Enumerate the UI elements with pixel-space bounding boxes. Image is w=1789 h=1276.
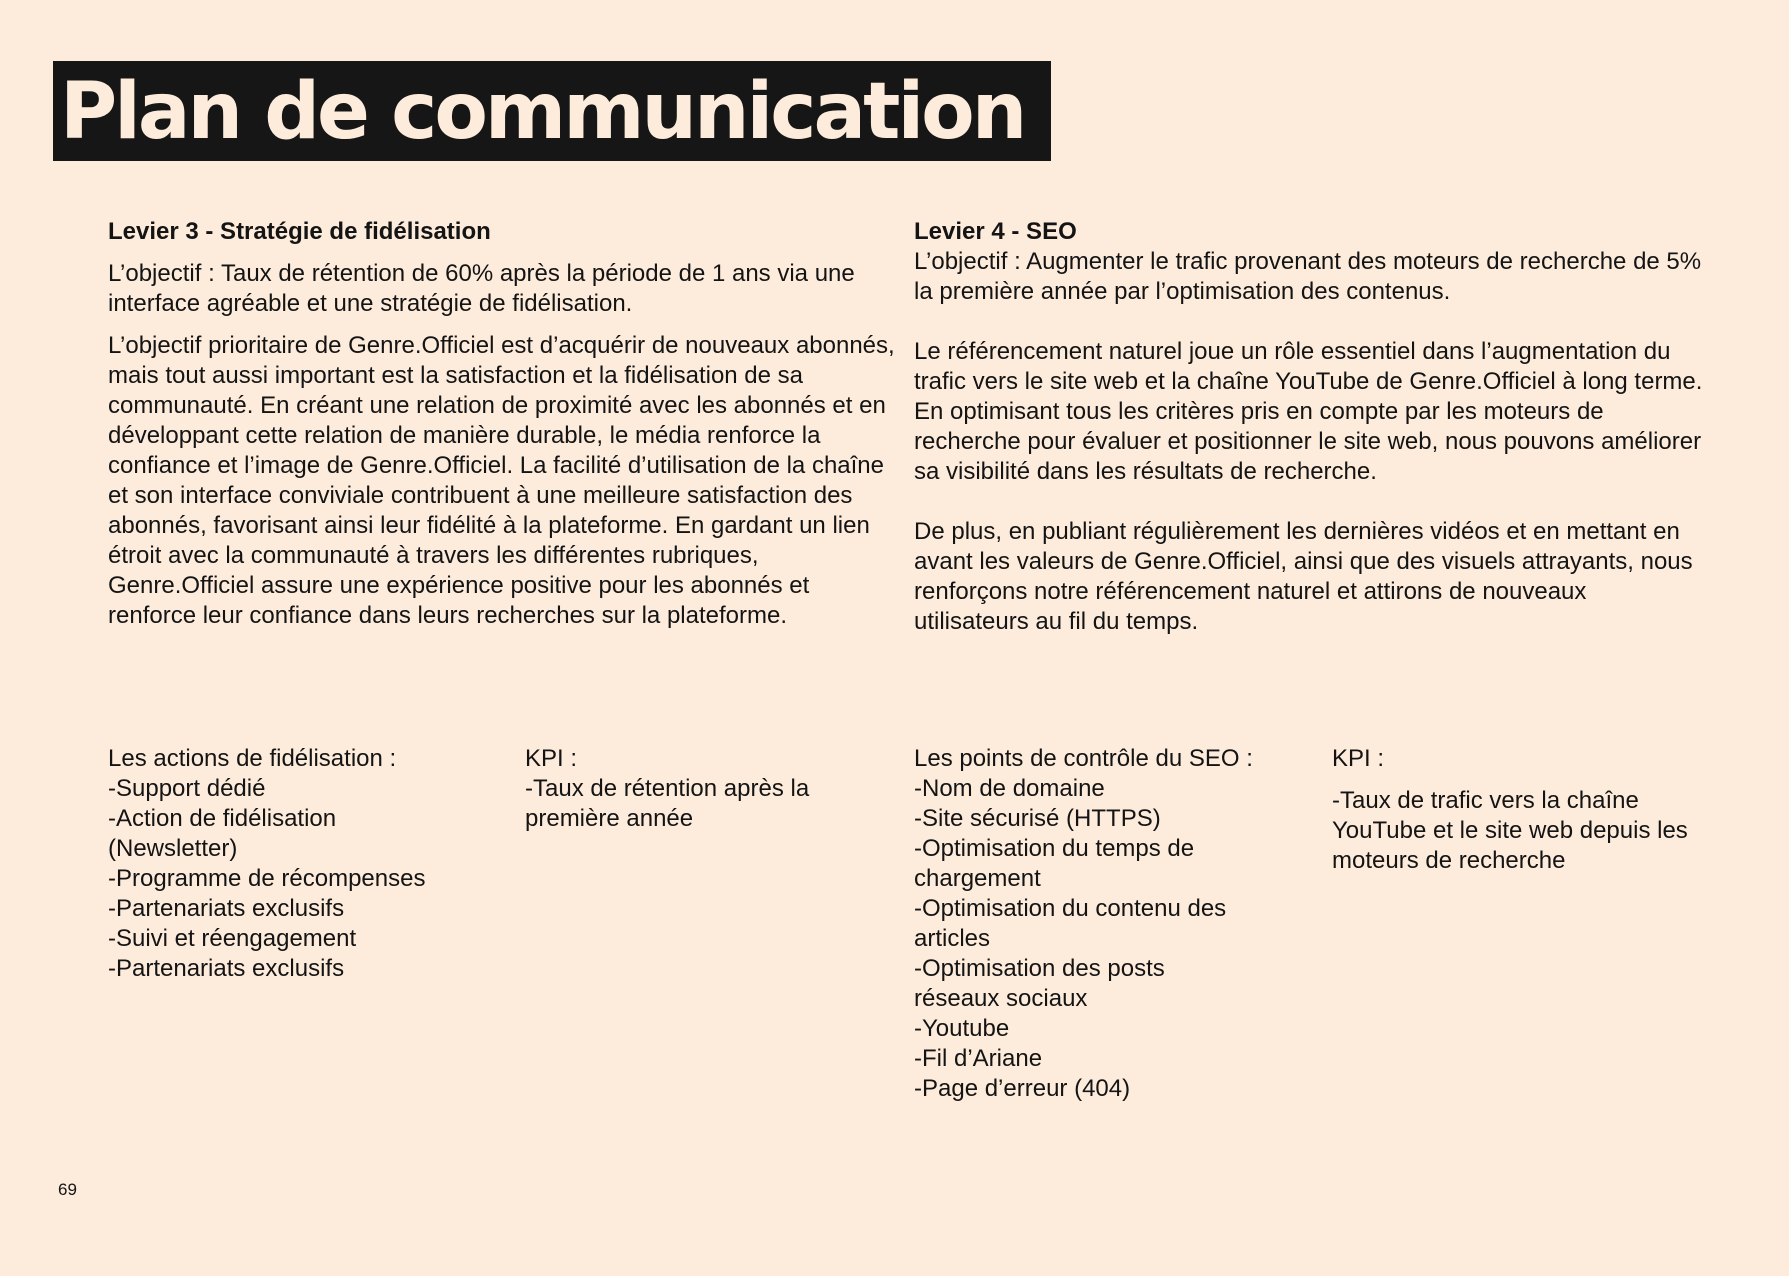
lever4-objective: L’objectif : Augmenter le trafic provenant des moteurs de recherche de 5% la première année par l’optimisation des contenus.: [914, 248, 1702, 305]
list-item: -Fil d’Ariane: [914, 1045, 1043, 1072]
list-item: -Optimisation du temps de chargement: [914, 835, 1195, 892]
lever3-heading: Levier 3 - Stratégie de fidélisation: [108, 218, 491, 245]
lever4-checks-title: Les points de contrôle du SEO :: [914, 745, 1253, 772]
list-item: -Programme de récompenses: [108, 865, 426, 892]
list-item: -Site sécurisé (HTTPS): [914, 805, 1161, 832]
page-title: Plan de communication: [60, 67, 1025, 157]
lever4-kpi-value: -Taux de trafic vers la chaîne YouTube et le site web depuis les moteurs de recherche: [1332, 787, 1688, 874]
list-item: -Partenariats exclusifs: [108, 955, 345, 982]
lever3-actions: [108, 744, 508, 984]
lever4-kpi-title: KPI :: [1332, 745, 1385, 772]
lever3-kpi-title: KPI :: [525, 745, 578, 772]
lever4-kpi: [1332, 744, 1712, 876]
list-item: -Optimisation du contenu des articles: [914, 895, 1227, 952]
lever4-body-1: Le référencement naturel joue un rôle essentiel dans l’augmentation du trafic vers le site web et la chaîne YouTube de Genre.Officiel à long terme. En optimisant tous les critères pris en compte par les moteurs de recherche pour évaluer et positionner le site web, nous pouvons améliorer sa visibilité dans les résultats de recherche.: [914, 338, 1703, 485]
list-item: -Partenariats exclusifs: [108, 895, 345, 922]
lever3-kpi: [525, 744, 870, 834]
list-item: -Suivi et réengagement: [108, 925, 357, 952]
list-item: -Support dédié: [108, 775, 266, 802]
lever4-heading: Levier 4 - SEO: [914, 218, 1077, 245]
list-item: -Action de fidélisation (Newsletter): [108, 805, 337, 862]
lever3-actions-title: Les actions de fidélisation :: [108, 745, 397, 772]
list-item: -Optimisation des posts réseaux sociaux: [914, 955, 1165, 1012]
list-item: -Nom de domaine: [914, 775, 1105, 802]
list-item: -Youtube: [914, 1015, 1010, 1042]
lever3-kpi-value: -Taux de rétention après la première année: [525, 775, 810, 832]
lever4-body-2: De plus, en publiant régulièrement les dernières vidéos et en mettant en avant les valeurs de Genre.Officiel, ainsi que des visuels attrayants, nous renforçons notre référencement naturel et attirons de nouveaux utilisateurs au fil du temps.: [914, 518, 1693, 635]
list-item: -Page d’erreur (404): [914, 1075, 1131, 1102]
page-number: 69: [58, 1180, 77, 1199]
lever3-section: [108, 217, 898, 631]
lever3-objective: L’objectif : Taux de rétention de 60% après la période de 1 ans via une interface agréable et une stratégie de fidélisation.: [108, 260, 855, 317]
lever4-section: [914, 217, 1704, 637]
lever3-body: L’objectif prioritaire de Genre.Officiel est d’acquérir de nouveaux abonnés, mais tout aussi important est la satisfaction et la fidélisation de sa communauté. En créant une relation de proximité avec les abonnés et en développant cette relation de manière durable, le média renforce la confiance et l’image de Genre.Officiel. La facilité d’utilisation de la chaîne et son interface conviviale contribuent à une meilleure satisfaction des abonnés, favorisant ainsi leur fidélité à la plateforme. En gardant un lien étroit avec la communauté à travers les différentes rubriques, Genre.Officiel assure une expérience positive pour les abonnés et renforce leur confiance dans leurs recherches sur la plateforme.: [108, 332, 895, 629]
lever4-checks: [914, 744, 1314, 1104]
